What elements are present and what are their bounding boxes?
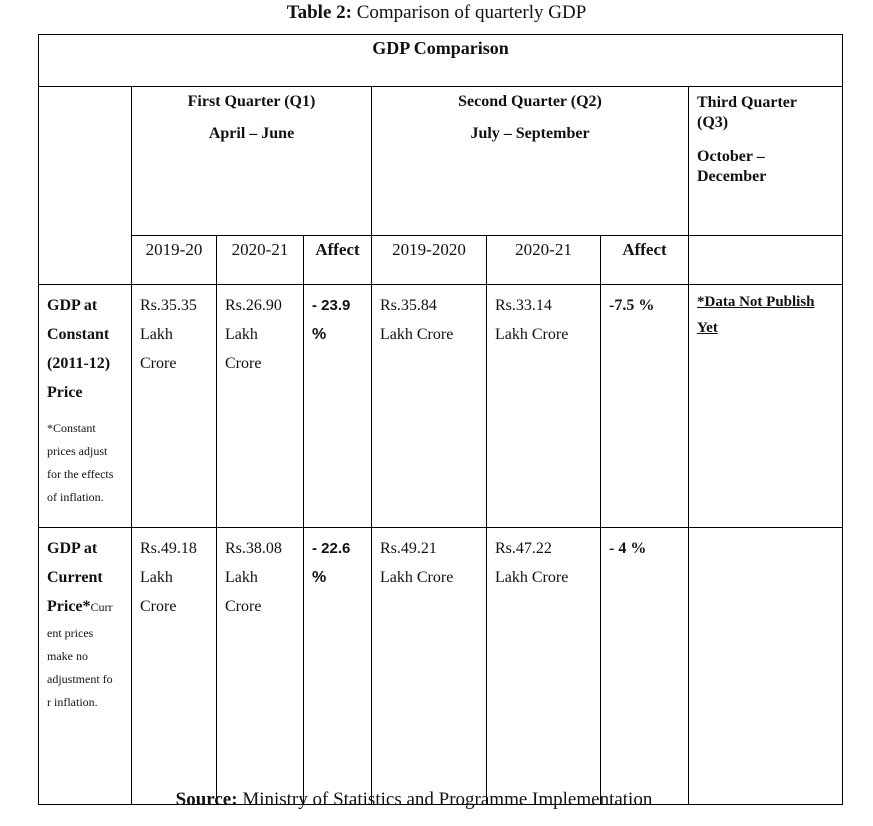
q3-name-line2: (Q3)	[697, 114, 729, 131]
q3-header	[689, 87, 843, 236]
constant-price-note: *Constant prices adjust for the effects of inflation.	[47, 421, 114, 504]
subheader-q1-2019: 2019-20	[132, 236, 217, 285]
cell-q3-not-published: *Data Not Publish Yet	[689, 285, 843, 528]
cell-q2-2019: Rs.49.21 Lakh Crore	[372, 528, 487, 805]
source-prefix: Source:	[175, 789, 238, 810]
table-caption	[0, 2, 873, 24]
caption-text: Comparison of quarterly GDP	[351, 2, 587, 23]
subheader-q2-2019: 2019-2020	[372, 236, 487, 285]
current-price-note: ent prices make no adjustment fo r inflation.	[47, 626, 113, 709]
cell-q1-2020: Rs.26.90 Lakh Crore	[217, 285, 304, 528]
cell-q1-affect: - 23.9 %	[304, 285, 372, 528]
subheader-q2-affect: Affect	[601, 236, 689, 285]
cell-q2-affect: - 4 %	[601, 528, 689, 805]
q1-name: First Quarter (Q1)	[187, 93, 316, 110]
q2-months: July – September	[470, 125, 590, 142]
q2-name: Second Quarter (Q2)	[458, 93, 602, 110]
cell-q2-affect: -7.5 %	[601, 285, 689, 528]
q3-months-line2: December	[697, 168, 767, 185]
q3-months-line1: October –	[697, 148, 765, 165]
subheader-q1-2020: 2020-21	[217, 236, 304, 285]
subheader-q3-empty	[689, 236, 843, 285]
cell-q1-2020: Rs.38.08 Lakh Crore	[217, 528, 304, 805]
cell-q2-2020: Rs.47.22 Lakh Crore	[487, 528, 601, 805]
cell-q1-affect: - 22.6 %	[304, 528, 372, 805]
table-row	[39, 285, 843, 528]
row-label-current-price: GDP at Current Price*Curr ent prices make no adjustment fo r inflation.	[39, 528, 132, 805]
cell-q3-empty	[689, 528, 843, 805]
q3-name-line1: Third Quarter	[697, 94, 797, 111]
cell-q2-2020: Rs.33.14 Lakh Crore	[487, 285, 601, 528]
q1-months: April – June	[208, 125, 295, 142]
subheader-q2-2020: 2020-21	[487, 236, 601, 285]
q2-header	[372, 87, 689, 236]
cell-q1-2019: Rs.49.18 Lakh Crore	[132, 528, 217, 805]
empty-corner-cell	[39, 87, 132, 285]
source-text: Ministry of Statistics and Programme Implementation	[237, 789, 653, 810]
row-label-constant-price: GDP at Constant (2011-12) Price *Constant prices adjust for the effects of inflation.	[39, 285, 132, 528]
subheader-q1-affect: Affect	[304, 236, 372, 285]
cell-q2-2019: Rs.35.84 Lakh Crore	[372, 285, 487, 528]
caption-prefix: Table 2:	[286, 2, 352, 23]
table-title: GDP Comparison	[39, 35, 843, 87]
table-row	[39, 528, 843, 805]
q1-header	[132, 87, 372, 236]
source-note	[0, 789, 828, 811]
gdp-comparison-table	[38, 34, 843, 805]
cell-q1-2019: Rs.35.35 Lakh Crore	[132, 285, 217, 528]
